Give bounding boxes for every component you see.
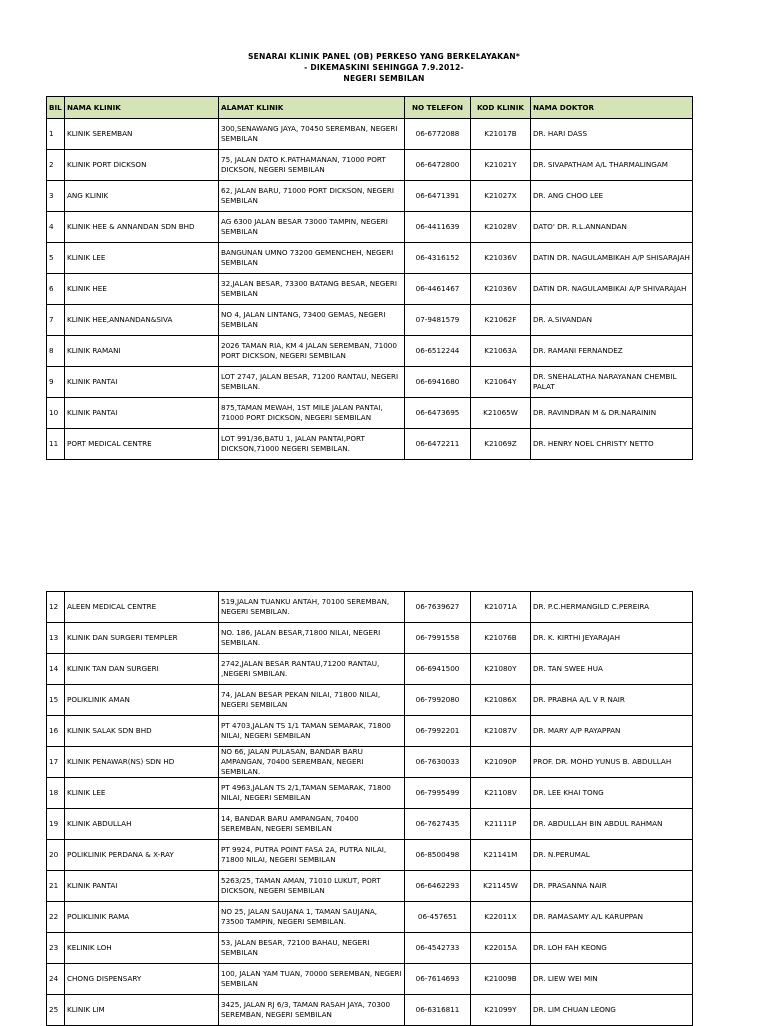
cell-bil: 1: [47, 119, 65, 150]
cell-no-telefon: 06-4542733: [405, 933, 471, 964]
cell-no-telefon: 06-7614693: [405, 964, 471, 995]
cell-nama-klinik: ALEEN MEDICAL CENTRE: [65, 592, 219, 623]
cell-no-telefon: 06-6316811: [405, 995, 471, 1026]
cell-no-telefon: 06-4411639: [405, 212, 471, 243]
cell-bil: 21: [47, 871, 65, 902]
cell-alamat-klinik: 75, JALAN DATO K.PATHAMANAN, 71000 PORT DICKSON, NEGERI SEMBILAN: [219, 150, 405, 181]
cell-nama-doktor: DR. SNEHALATHA NARAYANAN CHEMBIL PALAT: [531, 367, 693, 398]
table-row: [47, 685, 693, 716]
table-row: [47, 429, 693, 460]
cell-alamat-klinik: 14, BANDAR BARU AMPANGAN, 70400 SEREMBAN, NEGERI SEMBILAN: [219, 809, 405, 840]
cell-kod-klinik: K21009B: [471, 964, 531, 995]
cell-kod-klinik: K21027X: [471, 181, 531, 212]
cell-no-telefon: 06-6772088: [405, 119, 471, 150]
cell-kod-klinik: K21021Y: [471, 150, 531, 181]
cell-kod-klinik: K21141M: [471, 840, 531, 871]
cell-nama-doktor: DR. LOH FAH KEONG: [531, 933, 693, 964]
cell-bil: 25: [47, 995, 65, 1026]
cell-no-telefon: 06-6941500: [405, 654, 471, 685]
cell-alamat-klinik: LOT 2747, JALAN BESAR, 71200 RANTAU, NEGERI SEMBILAN.: [219, 367, 405, 398]
cell-nama-doktor: DR. LIM CHUAN LEONG: [531, 995, 693, 1026]
cell-alamat-klinik: PT 9924, PUTRA POINT FASA 2A, PUTRA NILAI, 71800 NILAI, NEGERI SEMBILAN: [219, 840, 405, 871]
cell-nama-klinik: KLINIK LEE: [65, 778, 219, 809]
cell-nama-klinik: KLINIK HEE: [65, 274, 219, 305]
cell-no-telefon: 06-4461467: [405, 274, 471, 305]
cell-alamat-klinik: NO 66, JALAN PULASAN, BANDAR BARU AMPANGAN, 70400 SEREMBAN, NEGERI SEMBILAN.: [219, 747, 405, 778]
table-header-row: [47, 97, 693, 119]
cell-bil: 3: [47, 181, 65, 212]
cell-no-telefon: 06-7992080: [405, 685, 471, 716]
cell-nama-doktor: DR. LIEW WEI MIN: [531, 964, 693, 995]
cell-kod-klinik: K21069Z: [471, 429, 531, 460]
cell-kod-klinik: K21036V: [471, 243, 531, 274]
cell-nama-klinik: KLINIK SEREMBAN: [65, 119, 219, 150]
cell-nama-klinik: POLIKLINIK AMAN: [65, 685, 219, 716]
cell-bil: 11: [47, 429, 65, 460]
cell-no-telefon: 06-6472211: [405, 429, 471, 460]
table-row: [47, 119, 693, 150]
cell-alamat-klinik: NO 25, JALAN SAUJANA 1, TAMAN SAUJANA, 73500 TAMPIN, NEGERI SEMBILAN.: [219, 902, 405, 933]
table-row: [47, 150, 693, 181]
cell-nama-klinik: PORT MEDICAL CENTRE: [65, 429, 219, 460]
cell-nama-klinik: KLINIK PANTAI: [65, 367, 219, 398]
cell-no-telefon: 06-6462293: [405, 871, 471, 902]
cell-bil: 18: [47, 778, 65, 809]
cell-kod-klinik: K21071A: [471, 592, 531, 623]
cell-no-telefon: 06-457651: [405, 902, 471, 933]
cell-no-telefon: 06-6471391: [405, 181, 471, 212]
cell-kod-klinik: K21145W: [471, 871, 531, 902]
header-nama-doktor: NAMA DOKTOR: [531, 97, 693, 119]
cell-alamat-klinik: 519,JALAN TUANKU ANTAH, 70100 SEREMBAN, NEGERI SEMBILAN.: [219, 592, 405, 623]
cell-bil: 7: [47, 305, 65, 336]
cell-bil: 10: [47, 398, 65, 429]
cell-alamat-klinik: 62, JALAN BARU, 71000 PORT DICKSON, NEGERI SEMBILAN: [219, 181, 405, 212]
cell-nama-doktor: PROF. DR. MOHD YUNUS B. ABDULLAH: [531, 747, 693, 778]
cell-nama-doktor: DR. LEE KHAI TONG: [531, 778, 693, 809]
cell-bil: 17: [47, 747, 65, 778]
table-row: [47, 592, 693, 623]
table-row: [47, 181, 693, 212]
cell-no-telefon: 06-6512244: [405, 336, 471, 367]
cell-alamat-klinik: NO 4, JALAN LINTANG, 73400 GEMAS, NEGERI SEMBILAN: [219, 305, 405, 336]
cell-kod-klinik: K21062F: [471, 305, 531, 336]
cell-nama-doktor: DR. RAMASAMY A/L KARUPPAN: [531, 902, 693, 933]
cell-kod-klinik: K22011X: [471, 902, 531, 933]
cell-kod-klinik: K21111P: [471, 809, 531, 840]
cell-alamat-klinik: 3425, JALAN RJ 6/3, TAMAN RASAH JAYA, 70300 SEREMBAN, NEGERI SEMBILAN: [219, 995, 405, 1026]
table-row: [47, 212, 693, 243]
cell-no-telefon: 06-7639627: [405, 592, 471, 623]
cell-nama-doktor: DR. HARI DASS: [531, 119, 693, 150]
cell-nama-klinik: KLINIK LIM: [65, 995, 219, 1026]
cell-kod-klinik: K21086X: [471, 685, 531, 716]
cell-alamat-klinik: AG 6300 JALAN BESAR 73000 TAMPIN, NEGERI SEMBILAN: [219, 212, 405, 243]
cell-nama-klinik: ANG KLINIK: [65, 181, 219, 212]
cell-alamat-klinik: 100, JALAN YAM TUAN, 70000 SEREMBAN, NEGERI SEMBILAN: [219, 964, 405, 995]
cell-nama-klinik: KLINIK ABDULLAH: [65, 809, 219, 840]
cell-bil: 2: [47, 150, 65, 181]
cell-nama-klinik: KLINIK HEE,ANNANDAN&SIVA: [65, 305, 219, 336]
doc-title-line2: - DIKEMASKINI SEHINGGA 7.9.2012-: [304, 63, 464, 72]
cell-bil: 20: [47, 840, 65, 871]
table-row: [47, 623, 693, 654]
table-row: [47, 398, 693, 429]
clinic-table-part1: [46, 96, 693, 460]
cell-nama-doktor: DR. N.PERUMAL: [531, 840, 693, 871]
header-kod-klinik: KOD KLINIK: [471, 97, 531, 119]
cell-bil: 23: [47, 933, 65, 964]
cell-nama-doktor: DR. K. KIRTHI JEYARAJAH: [531, 623, 693, 654]
cell-alamat-klinik: BANGUNAN UMNO 73200 GEMENCHEH, NEGERI SEMBILAN: [219, 243, 405, 274]
header-bil: BIL: [47, 97, 65, 119]
cell-nama-klinik: CHONG DISPENSARY: [65, 964, 219, 995]
table-row: [47, 274, 693, 305]
header-alamat-klinik: ALAMAT KLINIK: [219, 97, 405, 119]
cell-nama-doktor: DR. RAVINDRAN M & DR.NARAININ: [531, 398, 693, 429]
cell-nama-klinik: POLIKLINIK RAMA: [65, 902, 219, 933]
cell-kod-klinik: K22015A: [471, 933, 531, 964]
cell-bil: 22: [47, 902, 65, 933]
cell-alamat-klinik: 875,TAMAN MEWAH, 1ST MILE JALAN PANTAI, 71000 PORT DICKSON, NEGERI SEMBILAN: [219, 398, 405, 429]
cell-alamat-klinik: PT 4963,JALAN TS 2/1,TAMAN SEMARAK, 71800 NILAI, NEGERI SEMBILAN: [219, 778, 405, 809]
cell-kod-klinik: K21063A: [471, 336, 531, 367]
table-row: [47, 902, 693, 933]
cell-bil: 13: [47, 623, 65, 654]
cell-bil: 5: [47, 243, 65, 274]
table-row: [47, 367, 693, 398]
cell-alamat-klinik: 2742,JALAN BESAR RANTAU,71200 RANTAU, ,NEGERI SMBILAN.: [219, 654, 405, 685]
cell-kod-klinik: K21080Y: [471, 654, 531, 685]
cell-nama-klinik: KLINIK HEE & ANNANDAN SDN BHD: [65, 212, 219, 243]
cell-nama-doktor: DR. ANG CHOO LEE: [531, 181, 693, 212]
cell-no-telefon: 06-7991558: [405, 623, 471, 654]
cell-nama-doktor: DR. TAN SWEE HUA: [531, 654, 693, 685]
cell-nama-klinik: KLINIK PANTAI: [65, 398, 219, 429]
doc-title-line1: SENARAI KLINIK PANEL (OB) PERKESO YANG BERKELAYAKAN*: [247, 52, 521, 61]
cell-kod-klinik: K21036V: [471, 274, 531, 305]
cell-nama-doktor: DATIN DR. NAGULAMBIKAH A/P SHISARAJAH: [531, 243, 693, 274]
table-row: [47, 809, 693, 840]
cell-no-telefon: 06-8500498: [405, 840, 471, 871]
header-nama-klinik: NAMA KLINIK: [65, 97, 219, 119]
cell-nama-doktor: DR. MARY A/P RAYAPPAN: [531, 716, 693, 747]
cell-alamat-klinik: PT 4703,JALAN TS 1/1 TAMAN SEMARAK, 71800 NILAI, NEGERI SEMBILAN: [219, 716, 405, 747]
table-row: [47, 747, 693, 778]
cell-nama-klinik: KLINIK PANTAI: [65, 871, 219, 902]
cell-nama-doktor: DR. PRASANNA NAIR: [531, 871, 693, 902]
cell-no-telefon: 06-7627435: [405, 809, 471, 840]
cell-kod-klinik: K21064Y: [471, 367, 531, 398]
cell-bil: 19: [47, 809, 65, 840]
cell-kod-klinik: K21087V: [471, 716, 531, 747]
cell-nama-doktor: DR. RAMANI FERNANDEZ: [531, 336, 693, 367]
cell-nama-doktor: DATO' DR. R.L.ANNANDAN: [531, 212, 693, 243]
cell-bil: 16: [47, 716, 65, 747]
header-no-telefon: NO TELEFON: [405, 97, 471, 119]
table-row: [47, 778, 693, 809]
cell-nama-doktor: DR. SIVAPATHAM A/L THARMALINGAM: [531, 150, 693, 181]
cell-bil: 12: [47, 592, 65, 623]
table-row: [47, 716, 693, 747]
cell-kod-klinik: K21076B: [471, 623, 531, 654]
table-row: [47, 243, 693, 274]
cell-alamat-klinik: 2026 TAMAN RIA, KM 4 JALAN SEREMBAN, 71000 PORT DICKSON, NEGERI SEMBILAN: [219, 336, 405, 367]
table-row: [47, 871, 693, 902]
cell-nama-doktor: DR. ABDULLAH BIN ABDUL RAHMAN: [531, 809, 693, 840]
cell-alamat-klinik: NO. 186, JALAN BESAR,71800 NILAI, NEGERI SEMBILAN.: [219, 623, 405, 654]
cell-nama-klinik: KLINIK SALAK SDN BHD: [65, 716, 219, 747]
cell-no-telefon: 07-9481579: [405, 305, 471, 336]
cell-kod-klinik: K21017B: [471, 119, 531, 150]
table-row: [47, 336, 693, 367]
cell-no-telefon: 06-7992201: [405, 716, 471, 747]
cell-kod-klinik: K21090P: [471, 747, 531, 778]
table-row: [47, 840, 693, 871]
cell-nama-doktor: DR. PRABHA A/L V R NAIR: [531, 685, 693, 716]
cell-alamat-klinik: 74, JALAN BESAR PEKAN NILAI, 71800 NILAI, NEGERI SEMBILAN: [219, 685, 405, 716]
cell-kod-klinik: K21065W: [471, 398, 531, 429]
cell-no-telefon: 06-6941680: [405, 367, 471, 398]
cell-nama-klinik: KLINIK PORT DICKSON: [65, 150, 219, 181]
cell-bil: 15: [47, 685, 65, 716]
cell-nama-klinik: KLINIK RAMANI: [65, 336, 219, 367]
table-row: [47, 933, 693, 964]
cell-alamat-klinik: 300,SENAWANG JAYA, 70450 SEREMBAN, NEGERI SEMBILAN: [219, 119, 405, 150]
cell-alamat-klinik: 5263/25, TAMAN AMAN, 71010 LUKUT, PORT DICKSON, NEGERI SEMBILAN: [219, 871, 405, 902]
cell-nama-klinik: KLINIK LEE: [65, 243, 219, 274]
table-row: [47, 995, 693, 1026]
cell-nama-doktor: DR. A.SIVANDAN: [531, 305, 693, 336]
cell-nama-doktor: DR. HENRY NOEL CHRISTY NETTO: [531, 429, 693, 460]
cell-bil: 14: [47, 654, 65, 685]
cell-nama-klinik: POLIKLINIK PERDANA & X-RAY: [65, 840, 219, 871]
cell-bil: 9: [47, 367, 65, 398]
clinic-table-part2: [46, 591, 693, 1026]
cell-bil: 6: [47, 274, 65, 305]
cell-no-telefon: 06-6473695: [405, 398, 471, 429]
cell-kod-klinik: K21028V: [471, 212, 531, 243]
table-row: [47, 964, 693, 995]
cell-no-telefon: 06-6472800: [405, 150, 471, 181]
doc-title-line3: NEGERI SEMBILAN: [343, 74, 425, 83]
cell-no-telefon: 06-4316152: [405, 243, 471, 274]
cell-bil: 8: [47, 336, 65, 367]
cell-no-telefon: 06-7630033: [405, 747, 471, 778]
cell-nama-klinik: KLINIK PENAWAR(NS) SDN HD: [65, 747, 219, 778]
cell-no-telefon: 06-7995499: [405, 778, 471, 809]
cell-alamat-klinik: 53, JALAN BESAR, 72100 BAHAU, NEGERI SEMBILAN: [219, 933, 405, 964]
cell-bil: 24: [47, 964, 65, 995]
cell-nama-klinik: KLINIK DAN SURGERI TEMPLER: [65, 623, 219, 654]
cell-nama-doktor: DATIN DR. NAGULAMBIKAI A/P SHIVARAJAH: [531, 274, 693, 305]
table-row: [47, 654, 693, 685]
cell-alamat-klinik: LOT 991/36,BATU 1, JALAN PANTAI,PORT DICKSON,71000 NEGERI SEMBILAN.: [219, 429, 405, 460]
cell-nama-klinik: KELINIK LOH: [65, 933, 219, 964]
cell-nama-doktor: DR. P.C.HERMANGILD C.PEREIRA: [531, 592, 693, 623]
table-row: [47, 305, 693, 336]
cell-kod-klinik: K21108V: [471, 778, 531, 809]
cell-nama-klinik: KLINIK TAN DAN SURGERI: [65, 654, 219, 685]
cell-kod-klinik: K21099Y: [471, 995, 531, 1026]
cell-bil: 4: [47, 212, 65, 243]
cell-alamat-klinik: 32,JALAN BESAR, 73300 BATANG BESAR, NEGERI SEMBILAN: [219, 274, 405, 305]
